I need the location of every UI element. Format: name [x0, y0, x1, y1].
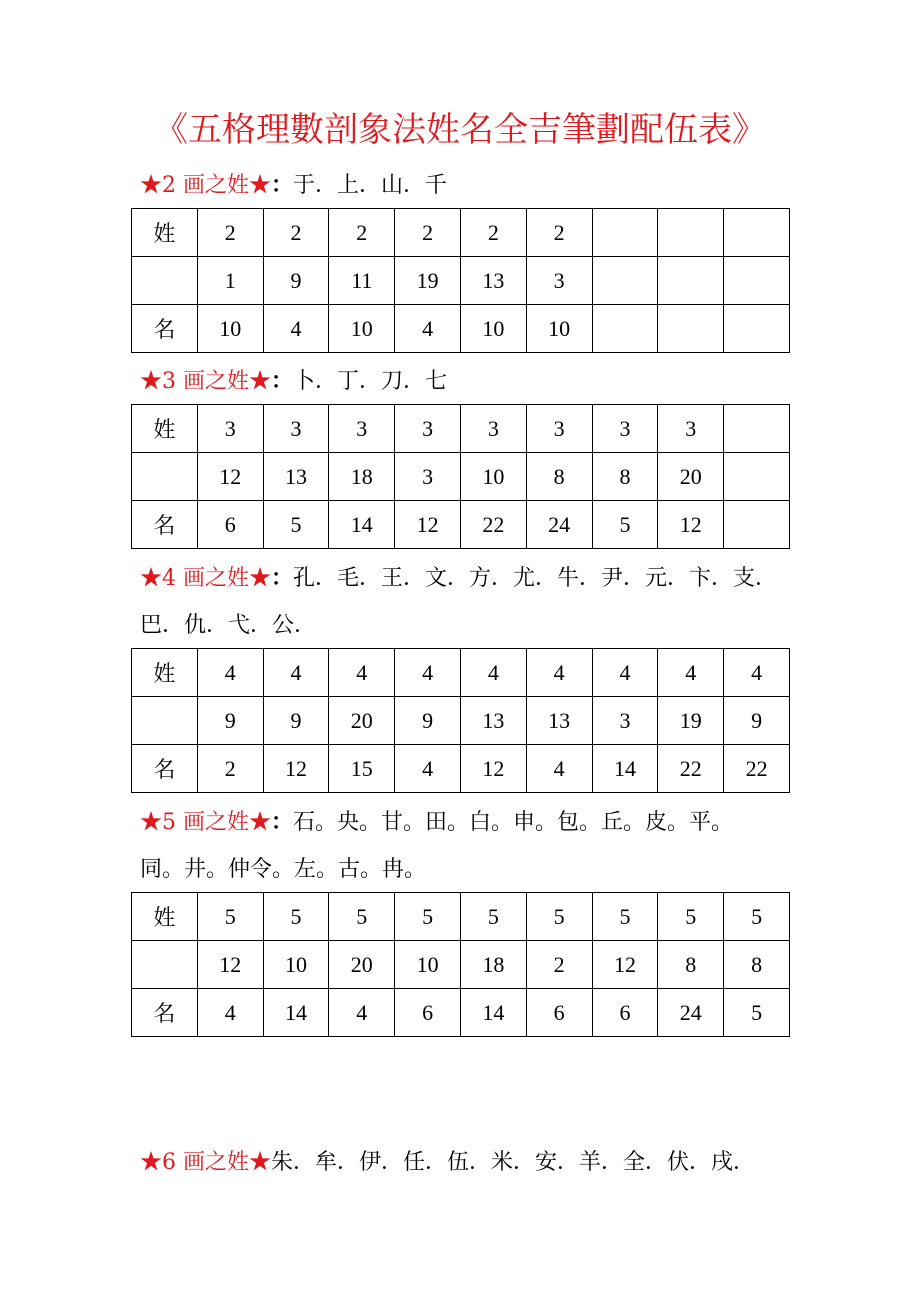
table-cell: 12 — [460, 745, 526, 793]
table-cell: 3 — [197, 405, 263, 453]
star-icon: ★ — [249, 173, 272, 198]
table-cell: 14 — [460, 989, 526, 1037]
section-heading-3 — [140, 368, 792, 395]
table-cell: 4 — [592, 649, 658, 697]
table-cell: 20 — [658, 453, 724, 501]
section-label: 6 画之姓 — [162, 1150, 250, 1175]
table-cell: 4 — [724, 649, 790, 697]
section-heading-6 — [140, 1149, 792, 1176]
table-cell: 4 — [395, 305, 461, 353]
section-label: 3 画之姓 — [162, 369, 250, 394]
table-row — [132, 989, 790, 1037]
table-cell: 15 — [329, 745, 395, 793]
table-cell — [724, 405, 790, 453]
table-cell — [592, 209, 658, 257]
table-cell: 12 — [263, 745, 329, 793]
table-cell: 10 — [263, 941, 329, 989]
table-cell: 2 — [460, 209, 526, 257]
section-colon: ： — [271, 809, 294, 835]
star-icon: ★ — [140, 1150, 163, 1175]
table-cell: 3 — [592, 405, 658, 453]
table-cell: 2 — [526, 941, 592, 989]
table-cell: 24 — [658, 989, 724, 1037]
table-cell: 名 — [132, 501, 198, 549]
table-cell: 5 — [658, 893, 724, 941]
table-cell — [724, 257, 790, 305]
table-cell: 6 — [197, 501, 263, 549]
star-icon: ★ — [140, 566, 163, 591]
section-label: 2 画之姓 — [162, 173, 250, 198]
table-row — [132, 209, 790, 257]
stroke-table-3 — [131, 404, 790, 549]
section-heading-5 — [140, 809, 792, 836]
table-cell — [132, 257, 198, 305]
table-row — [132, 649, 790, 697]
table-cell: 11 — [329, 257, 395, 305]
table-row — [132, 405, 790, 453]
table-row — [132, 893, 790, 941]
table-cell — [724, 501, 790, 549]
table-row — [132, 745, 790, 793]
table-cell: 5 — [592, 893, 658, 941]
star-icon: ★ — [140, 173, 163, 198]
table-row — [132, 305, 790, 353]
section-label: 4 画之姓 — [162, 566, 250, 591]
table-cell: 4 — [329, 649, 395, 697]
page-title: 《五格理數剖象法姓名全吉筆劃配伍表》 — [154, 110, 766, 150]
table-cell — [592, 305, 658, 353]
table-cell: 9 — [263, 697, 329, 745]
section-heading-4 — [140, 565, 792, 592]
table-cell: 8 — [658, 941, 724, 989]
table-cell — [592, 257, 658, 305]
table-cell: 3 — [526, 405, 592, 453]
section-label: 5 画之姓 — [162, 810, 250, 835]
table-cell: 13 — [263, 453, 329, 501]
table-cell: 6 — [592, 989, 658, 1037]
table-cell: 6 — [526, 989, 592, 1037]
table-cell: 10 — [460, 305, 526, 353]
table-cell: 1 — [197, 257, 263, 305]
table-cell: 5 — [329, 893, 395, 941]
table-cell — [724, 305, 790, 353]
table-cell: 22 — [460, 501, 526, 549]
table-cell: 14 — [263, 989, 329, 1037]
table-cell: 20 — [329, 697, 395, 745]
table-cell: 4 — [658, 649, 724, 697]
table-cell: 2 — [526, 209, 592, 257]
table-cell: 姓 — [132, 405, 198, 453]
table-cell: 9 — [395, 697, 461, 745]
table-cell: 5 — [197, 893, 263, 941]
table-cell: 9 — [263, 257, 329, 305]
table-cell: 9 — [197, 697, 263, 745]
surname-list: 孔．毛．王．文．方．尤．牛．尹．元．卞．支． — [293, 566, 778, 591]
table-row — [132, 501, 790, 549]
table-cell — [132, 697, 198, 745]
table-cell: 2 — [197, 209, 263, 257]
table-cell: 12 — [658, 501, 724, 549]
table-cell: 3 — [658, 405, 724, 453]
star-icon: ★ — [249, 1150, 272, 1175]
table-cell: 5 — [263, 893, 329, 941]
star-icon: ★ — [140, 810, 163, 835]
surname-list: 于．上．山．千 — [293, 173, 448, 198]
table-cell: 13 — [460, 697, 526, 745]
table-cell: 3 — [526, 257, 592, 305]
table-cell: 4 — [329, 989, 395, 1037]
table-cell: 10 — [197, 305, 263, 353]
table-cell: 8 — [526, 453, 592, 501]
table-cell: 10 — [395, 941, 461, 989]
table-cell: 5 — [724, 989, 790, 1037]
table-cell: 12 — [592, 941, 658, 989]
star-icon: ★ — [249, 369, 272, 394]
table-cell: 18 — [460, 941, 526, 989]
table-cell: 12 — [197, 941, 263, 989]
table-cell — [658, 209, 724, 257]
surname-list: 石。央。甘。田。白。申。包。丘。皮。平。 — [293, 810, 734, 835]
table-cell: 名 — [132, 745, 198, 793]
table-cell — [724, 209, 790, 257]
table-cell: 5 — [724, 893, 790, 941]
table-cell: 12 — [197, 453, 263, 501]
table-cell: 3 — [460, 405, 526, 453]
table-cell: 3 — [395, 405, 461, 453]
table-cell: 14 — [329, 501, 395, 549]
table-cell: 姓 — [132, 209, 198, 257]
table-cell: 3 — [329, 405, 395, 453]
table-cell: 4 — [526, 649, 592, 697]
table-cell: 12 — [395, 501, 461, 549]
section-colon: ： — [271, 565, 294, 591]
table-cell — [724, 453, 790, 501]
table-cell: 3 — [395, 453, 461, 501]
table-cell: 4 — [263, 305, 329, 353]
table-cell: 2 — [197, 745, 263, 793]
table-cell: 5 — [526, 893, 592, 941]
surname-list-continued: 同。井。仲令。左。古。冉。 — [140, 857, 427, 882]
table-cell: 5 — [592, 501, 658, 549]
table-cell: 2 — [263, 209, 329, 257]
table-cell: 4 — [460, 649, 526, 697]
section-heading-2 — [140, 172, 792, 199]
table-cell: 4 — [395, 745, 461, 793]
table-cell — [132, 453, 198, 501]
table-cell: 13 — [526, 697, 592, 745]
table-cell: 姓 — [132, 649, 198, 697]
table-cell: 18 — [329, 453, 395, 501]
table-cell: 3 — [263, 405, 329, 453]
table-cell: 14 — [592, 745, 658, 793]
table-cell: 2 — [329, 209, 395, 257]
table-cell: 4 — [197, 989, 263, 1037]
table-cell: 13 — [460, 257, 526, 305]
star-icon: ★ — [249, 566, 272, 591]
table-cell: 19 — [658, 697, 724, 745]
stroke-table-4 — [131, 648, 790, 793]
surname-list: 朱．牟．伊．任．伍．米．安．羊．全．伏．戌． — [271, 1150, 756, 1175]
table-cell: 姓 — [132, 893, 198, 941]
table-cell: 4 — [526, 745, 592, 793]
table-cell: 4 — [197, 649, 263, 697]
stroke-table-2 — [131, 208, 790, 353]
table-row — [132, 453, 790, 501]
table-cell — [658, 305, 724, 353]
stroke-table-5 — [131, 892, 790, 1037]
table-cell: 22 — [724, 745, 790, 793]
table-cell: 5 — [263, 501, 329, 549]
table-cell: 10 — [329, 305, 395, 353]
table-cell: 4 — [395, 649, 461, 697]
star-icon: ★ — [140, 369, 163, 394]
section-colon: ： — [271, 172, 294, 198]
table-cell: 名 — [132, 305, 198, 353]
table-cell: 8 — [592, 453, 658, 501]
table-cell — [658, 257, 724, 305]
table-cell: 8 — [724, 941, 790, 989]
table-cell: 名 — [132, 989, 198, 1037]
table-cell: 6 — [395, 989, 461, 1037]
table-cell: 5 — [395, 893, 461, 941]
table-cell: 2 — [395, 209, 461, 257]
table-cell — [132, 941, 198, 989]
table-cell: 22 — [658, 745, 724, 793]
surname-list-continued: 巴．仇．弋．公． — [140, 613, 317, 638]
table-cell: 5 — [460, 893, 526, 941]
table-cell: 10 — [460, 453, 526, 501]
star-icon: ★ — [249, 810, 272, 835]
surname-list: 卜．丁．刀．七 — [293, 369, 448, 394]
table-row — [132, 941, 790, 989]
table-row — [132, 257, 790, 305]
table-cell: 4 — [263, 649, 329, 697]
table-cell: 20 — [329, 941, 395, 989]
section-colon: ： — [271, 368, 294, 394]
table-cell: 19 — [395, 257, 461, 305]
table-cell: 3 — [592, 697, 658, 745]
table-row — [132, 697, 790, 745]
table-cell: 9 — [724, 697, 790, 745]
table-cell: 10 — [526, 305, 592, 353]
table-cell: 24 — [526, 501, 592, 549]
